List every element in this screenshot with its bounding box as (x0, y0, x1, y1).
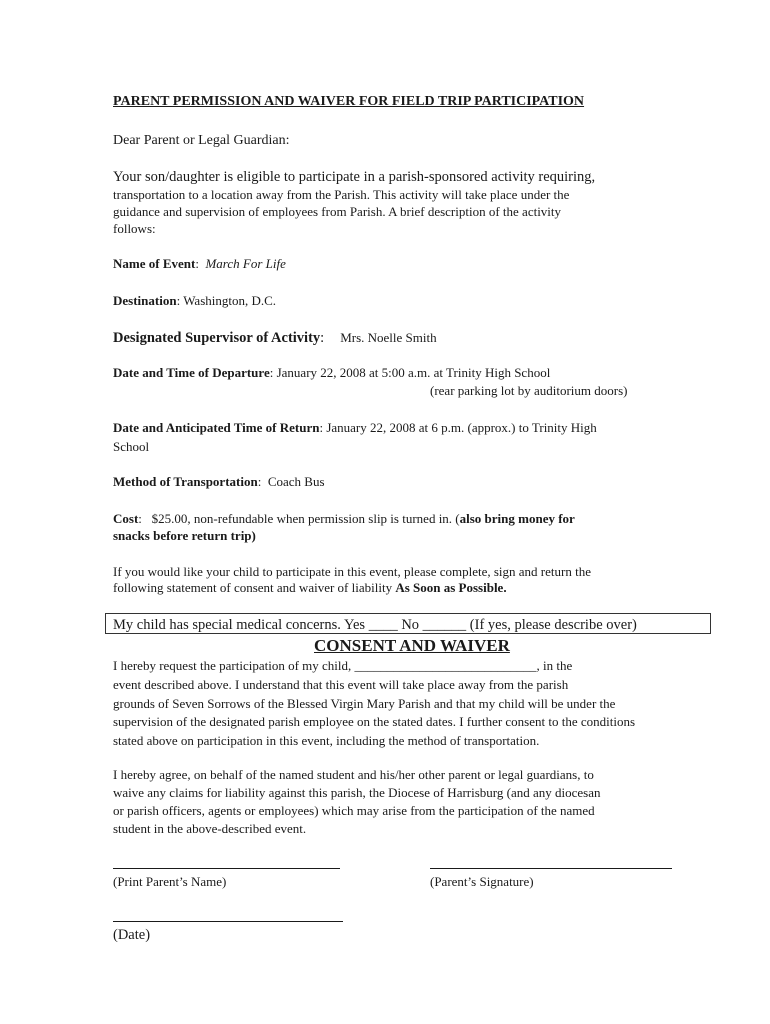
intro-line: guidance and supervision of employees from Parish. A brief description of the activity (113, 204, 562, 219)
destination-label: Destination (113, 293, 177, 308)
consent-line: event described above. I understand that this event will take place away from the parish (113, 677, 569, 692)
supervisor-label: Designated Supervisor of Activity (113, 330, 321, 346)
consent-line: stated above on participation in this event, including the method of transportation. (113, 733, 540, 748)
transport-field: Method of Transportation: Coach Bus (113, 474, 325, 489)
cost-note: also bring money for (459, 511, 575, 526)
cost-label: Cost (113, 511, 139, 526)
page-title: PARENT PERMISSION AND WAIVER FOR FIELD TRIP PARTICIPATION (113, 94, 585, 109)
instruction-text: following statement of consent and waiver of liability (113, 580, 396, 595)
return-value: January 22, 2008 at 6 p.m. (approx.) to Trinity High (326, 420, 597, 435)
transport-value: Coach Bus (267, 474, 325, 489)
departure-field: Date and Time of Departure: January 22, 2008 at 5:00 a.m. at Trinity High School (113, 365, 551, 380)
print-name-line[interactable] (113, 868, 340, 869)
consent-line: I hereby request the participation of my child, ____________________________, in the (113, 658, 573, 673)
transport-label: Method of Transportation (113, 474, 258, 489)
intro-line: follows: (113, 221, 156, 236)
consent-line: grounds of Seven Sorrows of the Blessed Virgin Mary Parish and that my child will be under the (113, 696, 616, 711)
instruction-line (113, 580, 507, 596)
cost-value: $25.00, non-refundable when permission slip is turned in. ( (151, 511, 460, 526)
cost-note-continued: snacks before return trip) (113, 528, 256, 543)
parent-signature-label: (Parent’s Signature) (430, 874, 534, 889)
parent-signature-line[interactable] (430, 868, 672, 869)
departure-label: Date and Time of Departure (113, 365, 270, 380)
instruction-deadline: As Soon as Possible. (395, 580, 507, 595)
waiver-line: student in the above-described event. (113, 821, 307, 836)
event-name-value: March For Life (205, 256, 286, 271)
waiver-line: waive any claims for liability against this parish, the Diocese of Harrisburg (and any diocesan (113, 785, 601, 800)
event-name-field: Name of Event: March For Life (113, 256, 286, 271)
consent-title: CONSENT AND WAIVER (314, 636, 510, 655)
event-name-label: Name of Event (113, 256, 196, 271)
print-name-label: (Print Parent’s Name) (113, 874, 227, 889)
supervisor-field: Designated Supervisor of Activity: Mrs. Noelle Smith (113, 330, 437, 346)
return-field: Date and Anticipated Time of Return: January 22, 2008 at 6 p.m. (approx.) to Trinity High (113, 420, 597, 435)
cost-field: Cost: $25.00, non-refundable when permission slip is turned in. (also bring money for (113, 511, 575, 526)
instruction-line: If you would like your child to participate in this event, please complete, sign and return the (113, 564, 591, 579)
intro-line: Your son/daughter is eligible to participate in a parish-sponsored activity requiring, (113, 169, 596, 185)
return-label: Date and Anticipated Time of Return (113, 420, 320, 435)
intro-line: transportation to a location away from the Parish. This activity will take place under the (113, 187, 570, 202)
destination-value: Washington, D.C. (183, 293, 277, 308)
medical-concerns-box[interactable]: My child has special medical concerns. Yes ____ No ______ (If yes, please describe over) (105, 613, 711, 634)
consent-line: supervision of the designated parish employee on the stated dates. I further consent to the conditions (113, 714, 636, 729)
waiver-line: or parish officers, agents or employees) which may arise from the participation of the named (113, 803, 595, 818)
supervisor-value: Mrs. Noelle Smith (340, 330, 437, 345)
date-line[interactable] (113, 921, 343, 922)
greeting: Dear Parent or Legal Guardian: (113, 133, 290, 148)
return-value-continued: School (113, 439, 150, 454)
date-label: (Date) (113, 927, 151, 943)
departure-value: January 22, 2008 at 5:00 a.m. at Trinity High School (276, 365, 551, 380)
departure-note: (rear parking lot by auditorium doors) (430, 383, 628, 398)
destination-field: Destination: Washington, D.C. (113, 293, 277, 308)
waiver-line: I hereby agree, on behalf of the named student and his/her other parent or legal guardians, to (113, 767, 594, 782)
